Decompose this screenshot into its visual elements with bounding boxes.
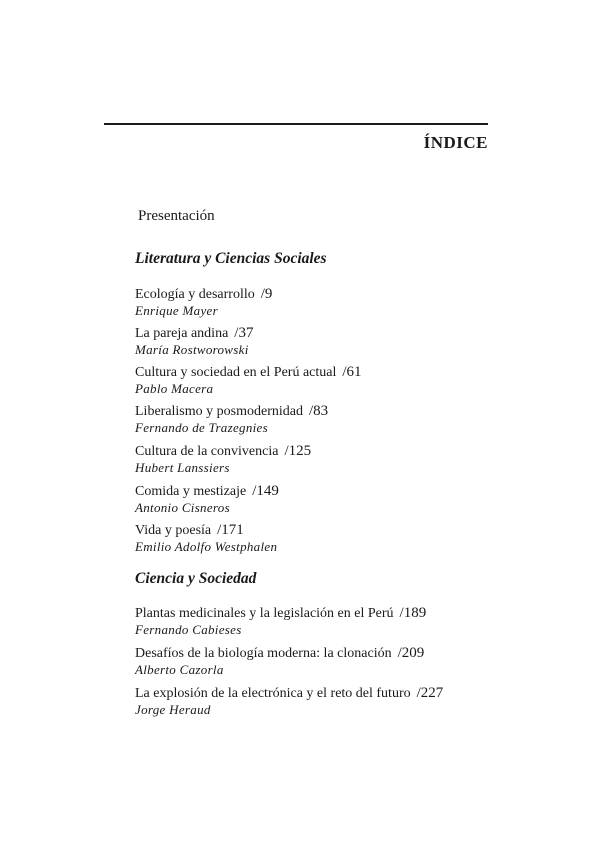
toc-entry[interactable] (135, 605, 495, 637)
entry-title: La pareja andina (135, 326, 229, 341)
page-number: /9 (260, 286, 273, 302)
toc-entry[interactable] (135, 645, 495, 677)
entry-author: Enrique Mayer (135, 303, 218, 318)
page-number: /189 (399, 605, 427, 621)
toc-entry[interactable] (135, 325, 495, 357)
header-rule (104, 123, 488, 125)
entry-author: Alberto Cazorla (135, 662, 224, 677)
entry-author: Pablo Macera (135, 381, 214, 396)
page-number: /83 (308, 403, 329, 419)
page-number: /227 (416, 685, 444, 701)
entry-author: Hubert Lanssiers (135, 460, 230, 475)
page-number: /61 (342, 364, 362, 380)
entry-title: Cultura y sociedad en el Perú actual (135, 365, 337, 380)
page-title: ÍNDICE (423, 133, 488, 152)
entry-author: Fernando de Trazegnies (135, 420, 268, 435)
entry-title: Ecología y desarrollo (135, 287, 255, 302)
toc-entry[interactable] (135, 483, 495, 515)
entry-title: La explosión de la electrónica y el reto del futuro (135, 686, 411, 701)
section-heading-literatura: Literatura y Ciencias Sociales (135, 250, 327, 267)
page-number: /37 (234, 325, 254, 341)
toc-entry[interactable] (135, 685, 495, 717)
toc-entry[interactable] (135, 286, 495, 318)
entry-title: Comida y mestizaje (135, 484, 247, 499)
toc-entry-presentation[interactable]: Presentación (138, 208, 215, 224)
toc-entry[interactable] (135, 522, 495, 554)
entry-title: Desafíos de la biología moderna: la clonación (135, 646, 392, 661)
entry-author: Antonio Cisneros (135, 500, 230, 515)
entry-title: Cultura de la convivencia (135, 444, 279, 459)
page-number: /171 (217, 522, 244, 538)
entry-author: Emilio Adolfo Westphalen (135, 539, 278, 554)
page-number: /125 (284, 443, 312, 459)
entry-title: Vida y poesía (135, 523, 212, 538)
toc-entry[interactable] (135, 443, 495, 475)
page-number: /149 (252, 483, 279, 499)
entry-title: Plantas medicinales y la legislación en el Perú (135, 606, 394, 621)
entry-author: María Rostworowski (135, 342, 249, 357)
section-heading-ciencia: Ciencia y Sociedad (135, 570, 257, 587)
toc-entry[interactable] (135, 403, 495, 435)
entry-title: Liberalismo y posmodernidad (135, 404, 303, 419)
entry-author: Jorge Heraud (135, 702, 211, 717)
toc-entry[interactable] (135, 364, 495, 396)
page-number: /209 (397, 645, 425, 661)
entry-author: Fernando Cabieses (135, 622, 242, 637)
